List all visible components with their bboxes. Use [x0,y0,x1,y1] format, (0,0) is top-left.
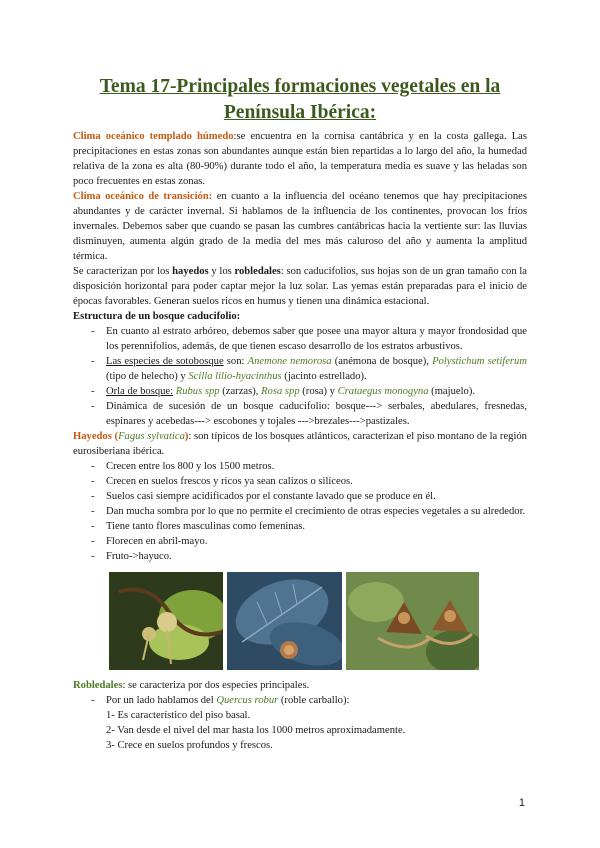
hayuco-photo [346,572,479,670]
paragraph-caracteristicas: Se caracterizan por los hayedos y los robledales: son caducifolios, sus hojas son de un gran tamaño con la disposición horizontal para poder captar mejor la luz solar. Las yemas están preparadas para el inicio de épocas favorables. Generan suelos ricos en humus y tienen una dinámica estacional. [73,266,528,307]
beech-leaf-image [227,572,342,670]
estructura-list [73,324,527,429]
hayedos-list [73,459,527,564]
label-oceanico-templado: Clima oceánico templado húmedo [73,131,234,142]
beech-flower-photo [109,572,223,670]
list-item: 3- Crece en suelos profundos y frescos. [106,740,273,751]
list-item: - Crecen en suelos frescos y ricos ya sean calizos o silíceos. [73,474,527,489]
list-item: 1- Es característico del piso basal. [106,710,251,721]
list-item: - Fruto->hayuco. [73,549,527,564]
paragraph-hayedos: Hayedos (Fagus sylvatica): son típicos de los bosques atlánticos, caracterizan el piso montano de la región eurosiberiana ibérica. [73,431,527,457]
paragraph-oceanico-transicion: Clima oceánico de transición: en cuanto a la influencia del océano tenemos que hay precipitaciones abundantes y de carácter invernal. Si hablamos de la influencia de los continentes, provocan los fríos invernales. Debemos saber que cuando se pasan las cumbres cantábricas hacia la vertiente sur: las lluvias disminuyen, aumenta algún grado de la media del mes más caluroso del año y aumenta la amplitud térmica. [73,191,527,262]
list-item: - Crecen entre los 800 y los 1500 metros. [73,459,527,474]
list-item: - Suelos casi siempre acidificados por el constante lavado que se produce en él. [73,489,527,504]
document-page [73,74,527,753]
label-oceanico-transicion: Clima oceánico de transición: [73,191,213,202]
robledales-list [73,693,527,708]
list-item: - Dinámica de sucesión de un bosque caducifolio: bosque---> serbales, abedulares, fresnedas, espinares y acebedas---> escobones y tojales --->brezales--->pastizales. [73,399,527,429]
list-item: - Por un lado hablamos del Quercus robur (roble carballo): [73,693,527,708]
label-hayedos: Hayedos [73,431,112,442]
list-item: - Orla de bosque: Rubus spp (zarzas), Rosa spp (rosa) y Crataegus monogyna (majuelo). [73,384,527,399]
list-item: - Florecen en abril-mayo. [73,534,527,549]
beech-flower-image [109,572,223,670]
list-item: - Las especies de sotobosque son: Anemone nemorosa (anémona de bosque), Polystichum setiferum (tipo de helecho) y Scilla lilio-hyacinthus (jacinto estrellado). [73,354,527,384]
beech-leaf-photo [227,572,342,670]
page-number: 1 [518,797,525,809]
paragraph-oceanico-templado: Clima oceánico templado húmedo:se encuentra en la cornisa cantábrica y en la costa gallega. Las precipitaciones en estas zonas son abundantes aunque están bien repartidas a lo largo del año, la humedad relativa de la zona es alta (80-90%) durante todo el año, la temperatura media es suave y las heladas son poco frecuentes en estas zonas. [73,131,527,187]
list-item: - Dan mucha sombra por lo que no permite el crecimiento de otras especies vegetales a su alrededor. [73,504,527,519]
list-item: 2- Van desde el nivel del mar hasta los 1000 metros aproximadamente. [106,725,406,736]
page-title: Tema 17-Principales formaciones vegetales en la Península Ibérica: [99,76,501,123]
estructura-heading: Estructura de un bosque caducifolio: [73,311,241,322]
paragraph-robledales: Robledales: se caracteriza por dos especies principales. [73,680,310,691]
list-item: - Tiene tanto flores masculinas como femeninas. [73,519,527,534]
photo-strip [73,572,527,674]
robledales-sublist [73,708,527,753]
hayuco-image [346,572,479,670]
label-robledales: Robledales [73,680,123,691]
list-item: - En cuanto al estrato arbóreo, debemos saber que posee una mayor altura y mayor frondosidad que los perennifolios, además, de que tienen escaso desarrollo de los estratos arbustivos. [73,324,527,354]
